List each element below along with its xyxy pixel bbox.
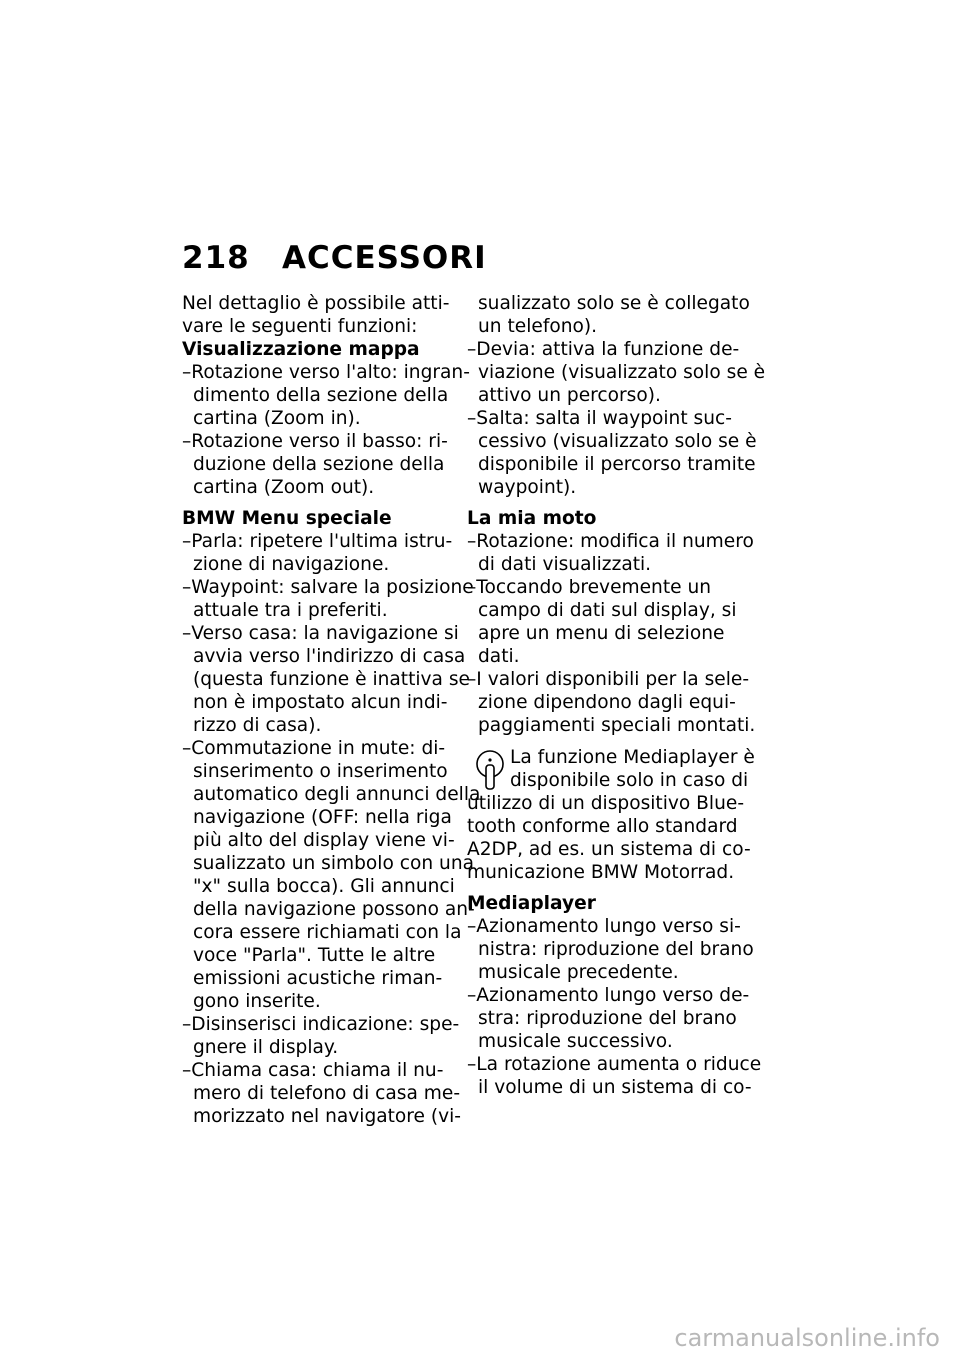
list-item: –Rotazione verso il basso: ri- bbox=[182, 431, 448, 452]
list-item-continued: musicale precedente. bbox=[478, 962, 679, 983]
list-map bbox=[182, 361, 470, 499]
info-icon bbox=[475, 749, 505, 791]
list-item: –Devia: attiva la funzione de- bbox=[467, 339, 740, 360]
page-number: 218 bbox=[182, 240, 250, 276]
list-item-continued: sualizzato solo se è collegato bbox=[478, 293, 750, 314]
list-item-continued: duzione della sezione della bbox=[193, 454, 445, 475]
list-item: –Azionamento lungo verso si- bbox=[467, 916, 741, 937]
list-item: –Waypoint: salvare la posizione bbox=[182, 577, 474, 598]
list-item: –Verso casa: la navigazione si bbox=[182, 623, 459, 644]
list-item: –Rotazione verso l'alto: ingran- bbox=[182, 362, 470, 383]
list-item-continued: emissioni acustiche riman- bbox=[193, 968, 443, 989]
list-item-continued: mero di telefono di casa me- bbox=[193, 1083, 461, 1104]
list-item-continued: cora essere richiamati con la bbox=[193, 922, 462, 943]
list-item-continued: gnere il display. bbox=[193, 1037, 339, 1058]
list-item-continued: della navigazione possono an- bbox=[193, 899, 475, 920]
list-item-continued: campo di dati sul display, si bbox=[478, 600, 737, 621]
list-item-continued: sualizzato un simbolo con una bbox=[193, 853, 475, 874]
list-item-continued: sinserimento o inserimento bbox=[193, 761, 448, 782]
list-item-continued: dati. bbox=[478, 646, 520, 667]
list-item: –Disinserisci indicazione: spe- bbox=[182, 1014, 460, 1035]
right-column bbox=[467, 292, 766, 1099]
list-item-continued: attuale tra i preferiti. bbox=[193, 600, 388, 621]
list-item-continued: di dati visualizzati. bbox=[478, 554, 652, 575]
left-column bbox=[182, 292, 481, 1128]
list-item-continued: cartina (Zoom in). bbox=[193, 408, 361, 429]
list-item-continued: zione dipendono dagli equi- bbox=[478, 692, 736, 713]
note-line: tooth conforme allo standard bbox=[467, 816, 738, 837]
list-item-continued: non è impostato alcun indi- bbox=[193, 692, 448, 713]
list-item-continued: viazione (visualizzato solo se è bbox=[478, 362, 766, 383]
page-header bbox=[182, 240, 487, 276]
list-item-continued: disponibile il percorso tramite bbox=[478, 454, 756, 475]
list-item-continued: rizzo di casa). bbox=[193, 715, 322, 736]
list-item-continued: un telefono). bbox=[478, 316, 598, 337]
section-title-map: Visualizzazione mappa bbox=[182, 339, 420, 360]
list-item-continued: dimento della sezione della bbox=[193, 385, 449, 406]
list-item-continued: gono inserite. bbox=[193, 991, 321, 1012]
list-item: –La rotazione aumenta o riduce bbox=[467, 1054, 762, 1075]
list-item-continued: navigazione (OFF: nella riga bbox=[193, 807, 452, 828]
note-line: municazione BMW Motorrad. bbox=[467, 862, 735, 883]
list-menu bbox=[182, 530, 481, 1128]
list-item-continued: il volume di un sistema di co- bbox=[478, 1077, 752, 1098]
list-item-continued: apre un menu di selezione bbox=[478, 623, 725, 644]
intro-paragraph bbox=[182, 292, 450, 338]
list-item-continued: zione di navigazione. bbox=[193, 554, 390, 575]
list-item-continued: "x" sulla bocca). Gli annunci bbox=[193, 876, 455, 897]
list-item: –Parla: ripetere l'ultima istru- bbox=[182, 531, 453, 552]
list-item-continued: avvia verso l'indirizzo di casa bbox=[193, 646, 466, 667]
list-item-continued: paggiamenti speciali montati. bbox=[478, 715, 756, 736]
list-item-continued: automatico degli annunci della bbox=[193, 784, 481, 805]
note-line: La funzione Mediaplayer è bbox=[510, 747, 755, 768]
text-line: Nel dettaglio è possibile atti- bbox=[182, 293, 450, 314]
list-item-continued: stra: riproduzione del brano bbox=[478, 1008, 737, 1029]
list-item-continued: più alto del display viene vi- bbox=[193, 830, 455, 851]
list-item-continued: (questa funzione è inattiva se bbox=[193, 669, 470, 690]
list-moto bbox=[467, 530, 756, 737]
list-item-continued: cessivo (visualizzato solo se è bbox=[478, 431, 757, 452]
text-line: vare le seguenti funzioni: bbox=[182, 316, 418, 337]
list-item: –I valori disponibili per la sele- bbox=[467, 669, 750, 690]
section-title-moto: La mia moto bbox=[467, 508, 597, 529]
list-item-continued: morizzato nel navigatore (vi- bbox=[193, 1106, 462, 1127]
list-item-continued: attivo un percorso). bbox=[478, 385, 661, 406]
info-note bbox=[467, 746, 755, 884]
list-item-continued: musicale successivo. bbox=[478, 1031, 673, 1052]
list-menu-continued bbox=[467, 292, 766, 499]
list-media bbox=[467, 915, 762, 1099]
list-item: –Commutazione in mute: di- bbox=[182, 738, 446, 759]
list-item-continued: cartina (Zoom out). bbox=[193, 477, 375, 498]
note-line: disponibile solo in caso di bbox=[510, 770, 749, 791]
list-item: –Chiama casa: chiama il nu- bbox=[182, 1060, 444, 1081]
list-item: –Salta: salta il waypoint suc- bbox=[467, 408, 732, 429]
section-title-menu: BMW Menu speciale bbox=[182, 508, 392, 529]
note-line: utilizzo di un dispositivo Blue- bbox=[467, 793, 745, 814]
list-item: –Toccando brevemente un bbox=[467, 577, 712, 598]
watermark: carmanualsonline.info bbox=[674, 1324, 940, 1352]
list-item: –Rotazione: modifica il numero bbox=[467, 531, 754, 552]
section-title-media: Mediaplayer bbox=[467, 893, 596, 914]
chapter-title: ACCESSORI bbox=[282, 240, 487, 276]
note-line: A2DP, ad es. un sistema di co- bbox=[467, 839, 751, 860]
list-item-continued: nistra: riproduzione del brano bbox=[478, 939, 754, 960]
list-item: –Azionamento lungo verso de- bbox=[467, 985, 750, 1006]
list-item-continued: voce "Parla". Tutte le altre bbox=[193, 945, 436, 966]
list-item-continued: waypoint). bbox=[478, 477, 577, 498]
